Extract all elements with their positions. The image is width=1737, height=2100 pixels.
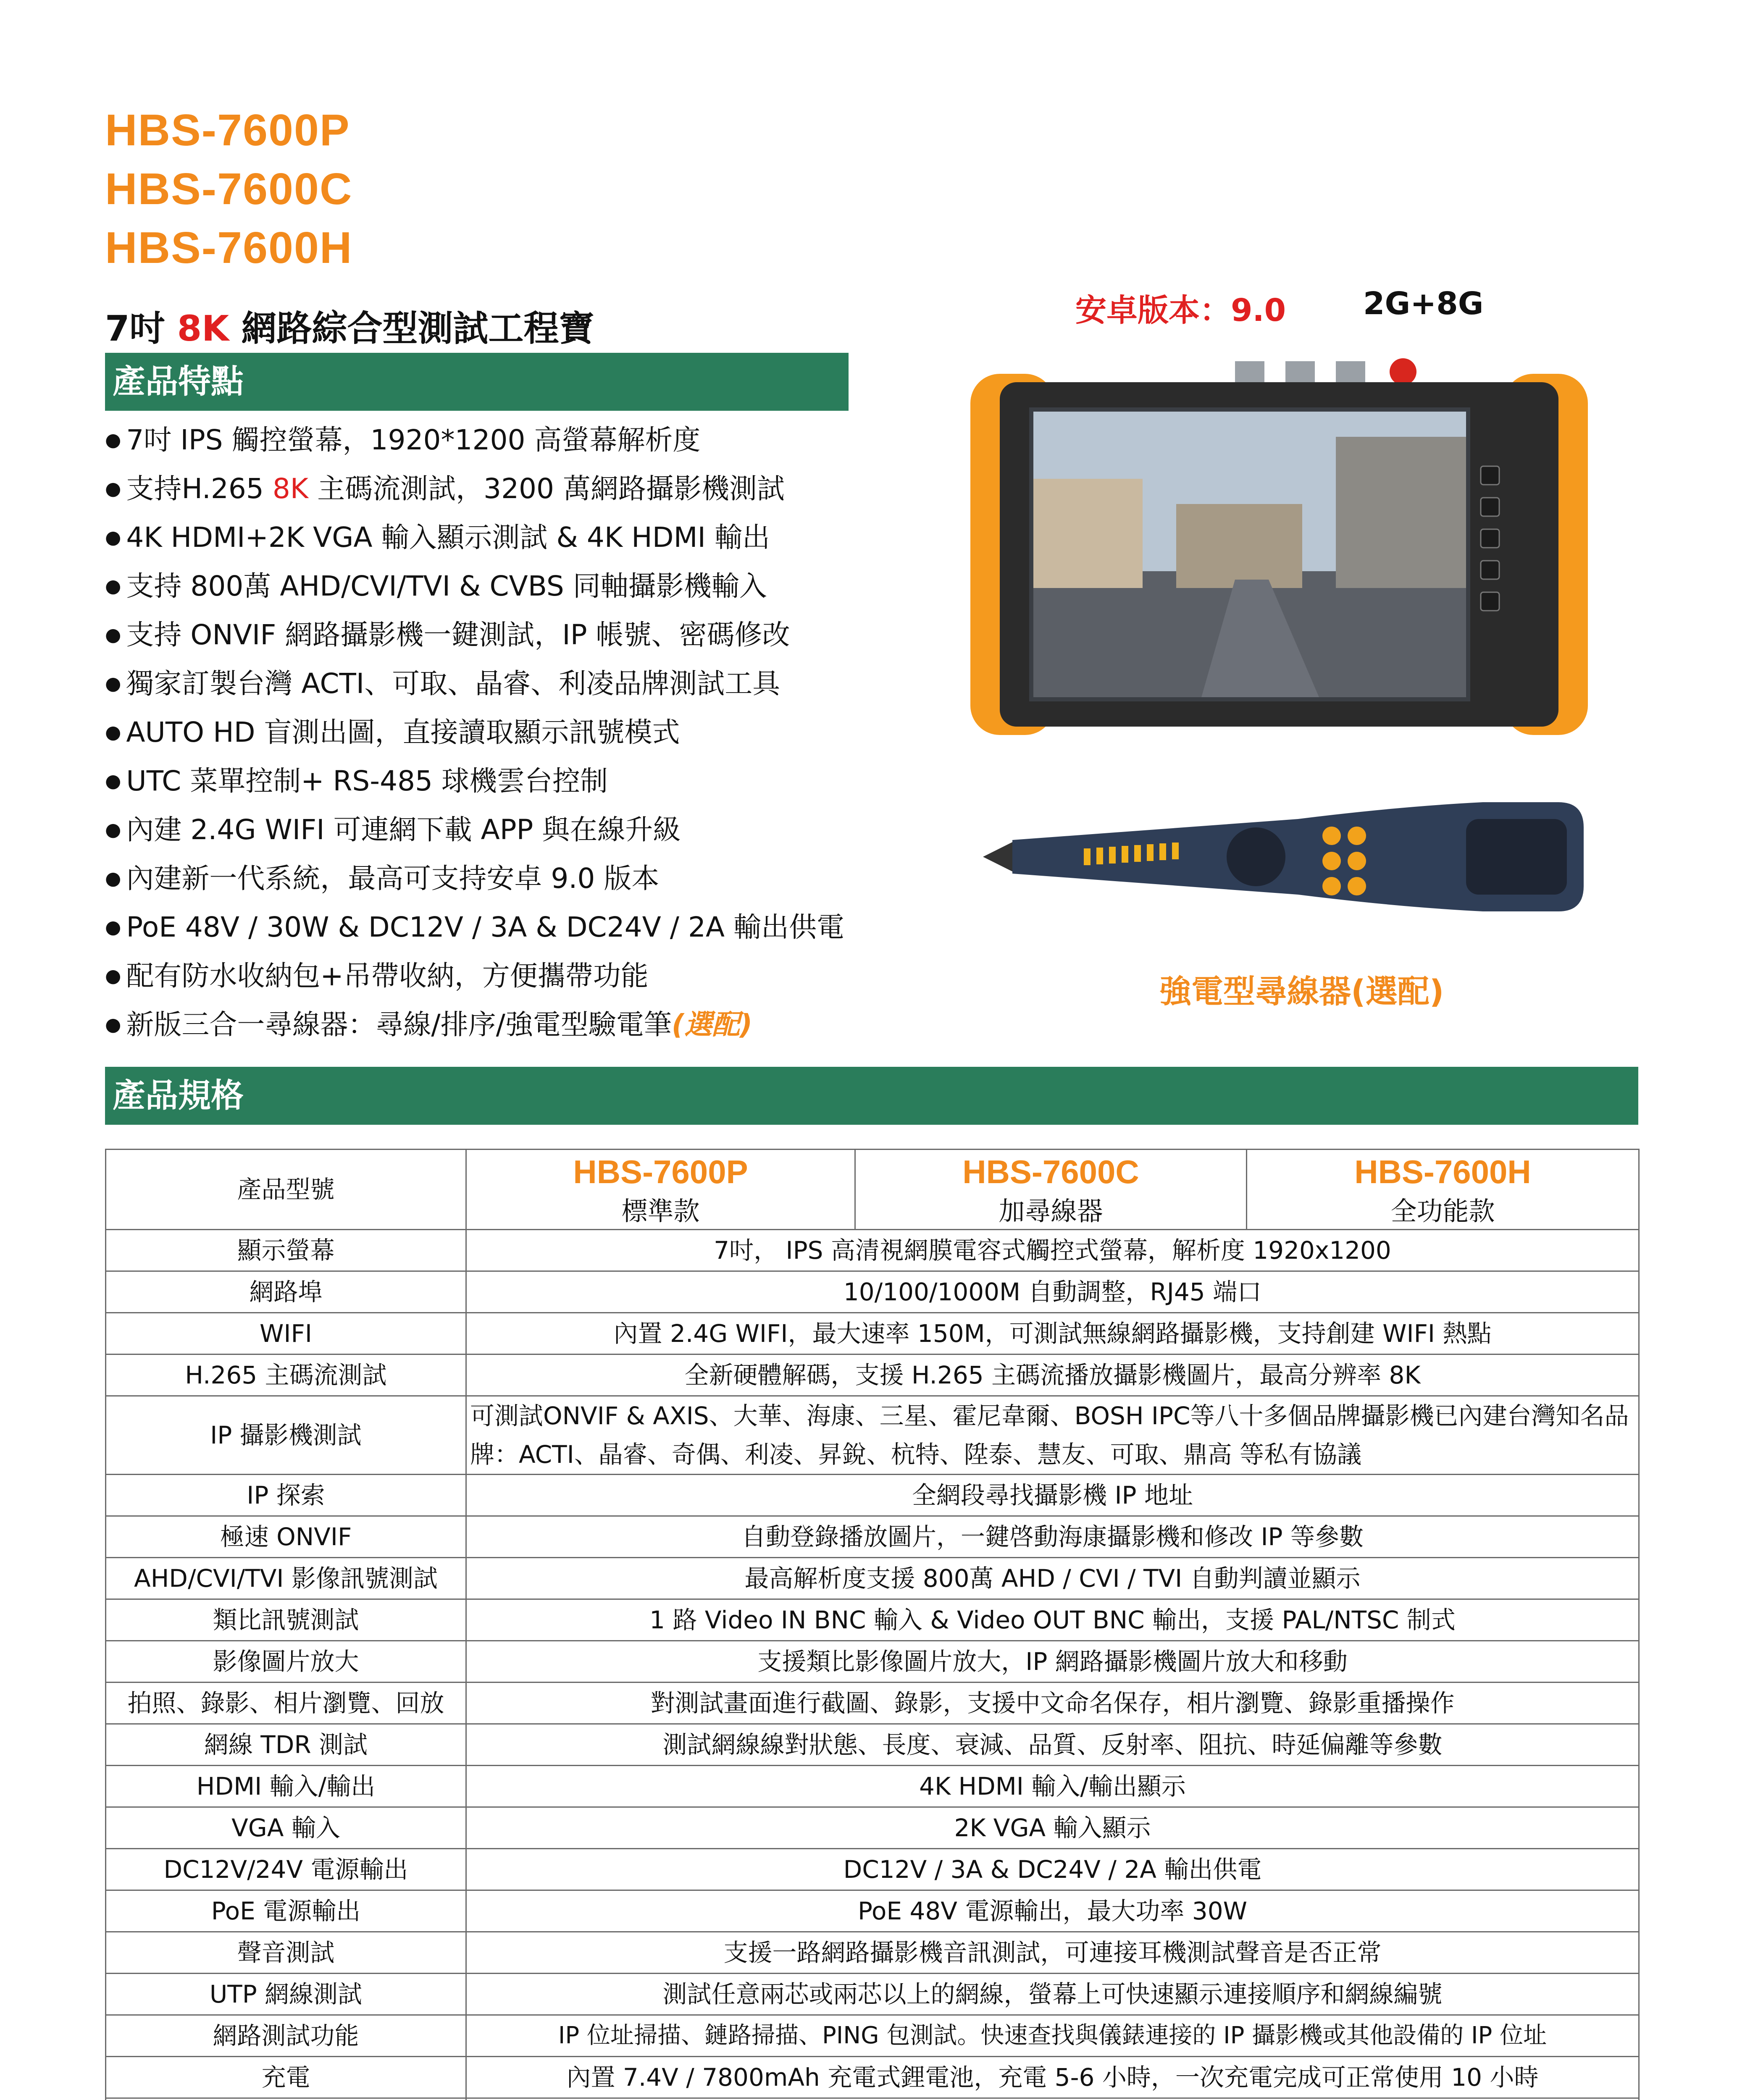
up-icon <box>1481 592 1499 611</box>
spec-row: IP 攝影機測試 可測試ONVIF & AXIS、大華、海康、三星、霍尼韋爾、BOSH IPC等八十多個品牌攝影機已內建台灣知名品牌：ACTI、晶睿、奇偶、利凌、昇銳、杭特、陞泰、慧友、可取、鼎高 等私有協議 <box>106 1396 1639 1475</box>
zoom-icon <box>1481 561 1499 579</box>
spec-row: 網線 TDR 測試 測試網線線對狀態、長度、衰減、品質、反射率、阻抗、時延偏離等參數 <box>106 1724 1639 1766</box>
screen-building-left <box>1033 479 1143 588</box>
spec-row: IP 探索 全網段尋找攝影機 IP 地址 <box>106 1475 1639 1516</box>
feature-item: ● UTC 菜單控制+ RS-485 球機雲台控制 <box>105 757 844 806</box>
spec-table <box>105 1149 1640 2100</box>
feature-item: ● 獨家訂製台灣 ACTI、可取、晶睿、利凌品牌測試工具 <box>105 659 844 708</box>
feature-item: ● 新版三合一尋線器：尋線/排序/強電型驗電筆(選配) <box>105 1000 844 1049</box>
feature-item: ● 內建新一代系統，最高可支持安卓 9.0 版本 <box>105 854 844 903</box>
model-title-p: HBS-7600P <box>105 105 350 155</box>
model-title-h: HBS-7600H <box>105 223 353 273</box>
android-version: 安卓版本：9.0 <box>1075 292 1286 328</box>
screen-building-right <box>1336 437 1466 588</box>
feature-item: ● 配有防水收納包+吊帶收納，方便攜帶功能 <box>105 952 844 1000</box>
feature-item: ● 4K HDMI+2K VGA 輸入顯示測試 & 4K HDMI 輸出 <box>105 513 844 562</box>
spec-heading: 產品規格 <box>105 1067 1638 1125</box>
top-connectors <box>1235 358 1416 386</box>
features-heading: 產品特點 <box>105 353 849 411</box>
enter-icon <box>1481 498 1499 516</box>
subtitle-suffix: 網路綜合型測試工程寶 <box>229 308 594 349</box>
feature-item: ● 支持 800萬 AHD/CVI/TVI & CVBS 同軸攝影機輸入 <box>105 562 844 611</box>
tracer-caption: 強電型尋線器(選配) <box>1159 973 1444 1010</box>
back-icon <box>1481 529 1499 548</box>
spec-row: AHD/CVI/TVI 影像訊號測試 最高解析度支援 800萬 AHD / CVI / TVI 自動判讀並顯示 <box>106 1558 1639 1599</box>
spec-row: 類比訊號測試 1 路 Video IN BNC 輸入 & Video OUT BNC 輸出，支援 PAL/NTSC 制式 <box>106 1599 1639 1641</box>
spec-row: UTP 網線測試 測試任意兩芯或兩芯以上的網線，螢幕上可快速顯示連接順序和網線編號 <box>106 1974 1639 2015</box>
spec-row: 拍照、錄影、相片瀏覽、回放 對測試畫面進行截圖、錄影，支援中文命名保存，相片瀏覽、錄影重播操作 <box>106 1683 1639 1724</box>
tracer-dial <box>1227 827 1285 886</box>
spec-row: HDMI 輸入/輸出 4K HDMI 輸入/輸出顯示 <box>106 1766 1639 1807</box>
spec-row: VGA 輸入 2K VGA 輸入顯示 <box>106 1807 1639 1849</box>
spec-row: 充電 內置 7.4V / 7800mAh 充電式鋰電池，充電 5-6 小時，一次充電完成可正常使用 10 小時 <box>106 2057 1639 2098</box>
spec-row: WIFI 內置 2.4G WIFI，最大速率 150M，可測試無線網路攝影機，支持創建 WIFI 熱點 <box>106 1313 1639 1354</box>
subtitle-prefix: 7吋 <box>105 308 177 349</box>
feature-item: ● 內建 2.4G WIFI 可連網下載 APP 與在線升級 <box>105 806 844 854</box>
tracer-speaker <box>1466 819 1567 895</box>
spec-row: 網路測試功能 IP 位址掃描、鏈路掃描、PING 包測試。快速查找與儀錶連接的 IP 攝影機或其他設備的 IP 位址 <box>106 2015 1639 2057</box>
model-column-c: HBS-7600C 加尋線器 <box>855 1150 1247 1230</box>
feature-item: ● PoE 48V / 30W & DC12V / 3A & DC24V / 2A 輸出供電 <box>105 903 844 952</box>
spec-row: 顯示螢幕 7吋， IPS 高清視網膜電容式觸控式螢幕，解析度 1920x1200 <box>106 1230 1639 1271</box>
spec-header-row <box>106 1150 1639 1230</box>
feature-item: ● 支持 ONVIF 網路攝影機一鍵測試，IP 帳號、密碼修改 <box>105 611 844 659</box>
model-column-p: HBS-7600P 標準款 <box>466 1150 855 1230</box>
model-column-h: HBS-7600H 全功能款 <box>1247 1150 1639 1230</box>
home-icon <box>1481 466 1499 485</box>
spec-row: 網路埠 10/100/1000M 自動調整，RJ45 端口 <box>106 1271 1639 1313</box>
feature-item: ● AUTO HD 盲測出圖，直接讀取顯示訊號模式 <box>105 708 844 757</box>
model-list <box>105 101 352 277</box>
spec-row: 聲音測試 支援一路網路攝影機音訊測試，可連接耳機測試聲音是否正常 <box>106 1932 1639 1974</box>
spec-row: PoE 電源輸出 PoE 48V 電源輸出，最大功率 30W <box>106 1890 1639 1932</box>
spec-row: DC12V/24V 電源輸出 DC12V / 3A & DC24V / 2A 輸出供電 <box>106 1849 1639 1890</box>
cable-tracer-image <box>979 790 1588 924</box>
spec-row: 影像圖片放大 支援類比影像圖片放大，IP 網路攝影機圖片放大和移動 <box>106 1641 1639 1683</box>
tracer-tip <box>983 840 1017 874</box>
feature-item: ● 支持H.265 8K 主碼流測試，3200 萬網路攝影機測試 <box>105 465 844 513</box>
screen-building-center <box>1176 504 1302 588</box>
model-title-c: HBS-7600C <box>105 164 353 214</box>
spec-row: H.265 主碼流測試 全新硬體解碼，支援 H.265 主碼流播放攝影機圖片，最高分辨率 8K <box>106 1354 1639 1396</box>
subtitle-highlight: 8K <box>177 308 229 349</box>
product-subtitle <box>105 300 594 351</box>
tester-device-image <box>966 353 1592 756</box>
feature-item: ● 7吋 IPS 觸控螢幕，1920*1200 高螢幕解析度 <box>105 416 844 465</box>
feature-list <box>105 416 844 1049</box>
memory-spec: 2G+8G <box>1363 286 1484 322</box>
spec-label: 產品型號 <box>106 1150 466 1230</box>
spec-row: 極速 ONVIF 自動登錄播放圖片，一鍵啓動海康攝影機和修改 IP 等參數 <box>106 1516 1639 1558</box>
spec-row <box>106 2098 1639 2100</box>
